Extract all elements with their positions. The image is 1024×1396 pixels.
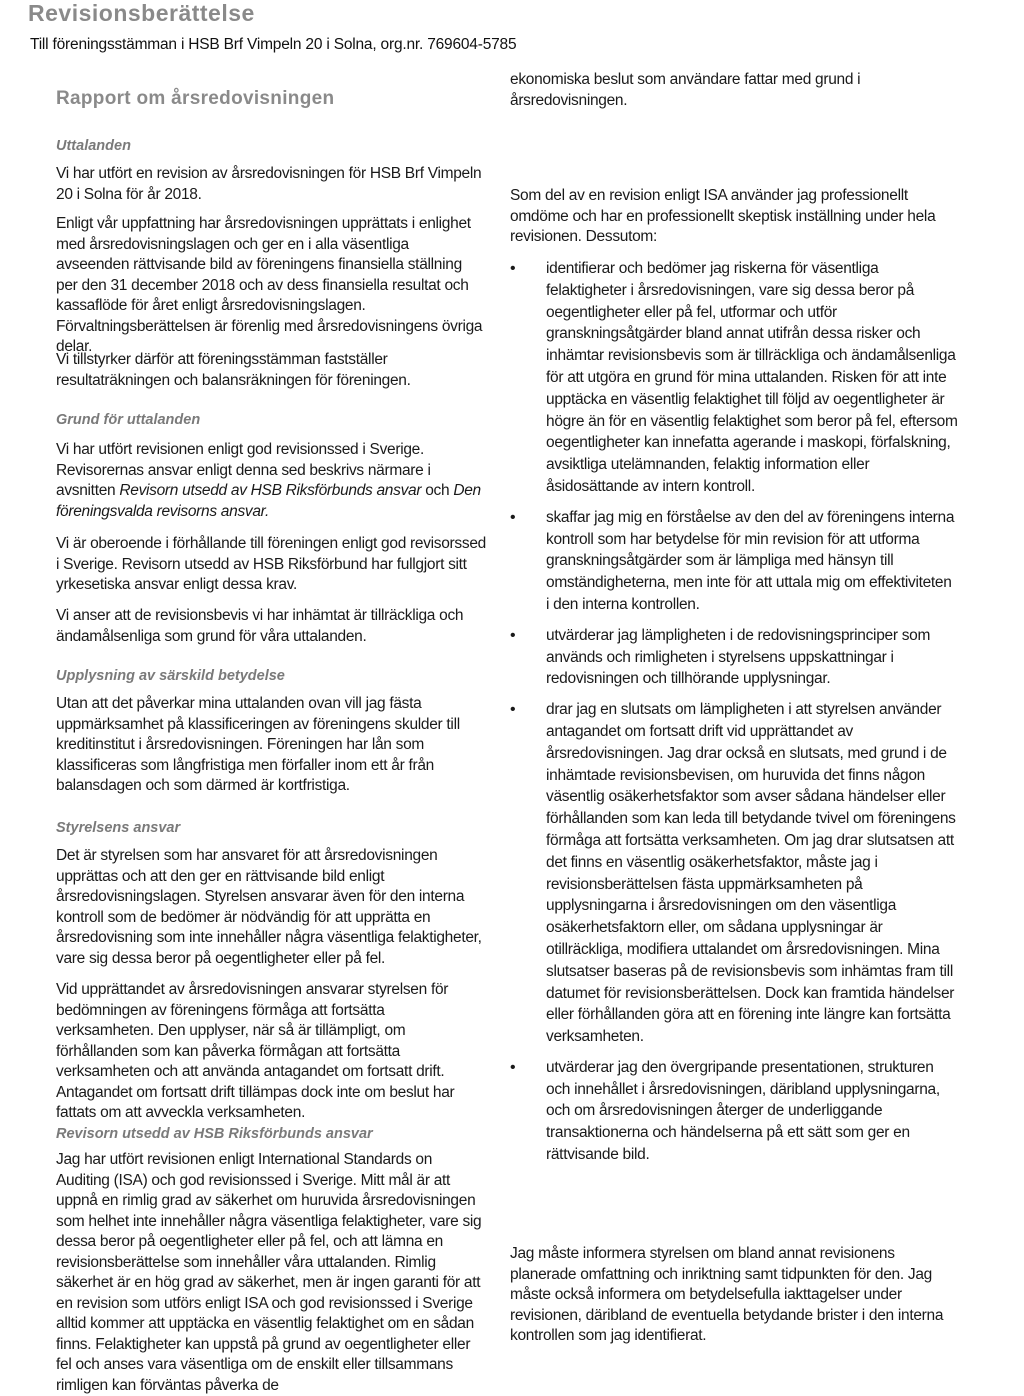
paragraph-block: [56, 846, 486, 969]
paragraph: Jag har utfört revisionen enligt International Standards on Auditing (ISA) och god revisionssed i Sverige. Mitt mål är att uppnå en rimlig grad av säkerhet om huruvida årsredovisningen som helhet inte innehåller några väsentliga felaktigheter, vare sig dessa beror på oegentligheter eller på fel, och att lämna en revisionsberättelse som innehåller våra uttalanden. Rimlig säkerhet är en hög grad av säkerhet, men är ingen garanti för att en revision som utförs enligt ISA och god revisionssed i Sverige alltid kommer att upptäcka en väsentlig felaktighet om en sådan finns. Felaktigheter kan uppstå på grund av oegentligheter eller fel och anses vara väsentliga om de enskilt eller tillsammans rimligen kan förväntas påverka de: [56, 1151, 482, 1394]
document-title: Revisionsberättelse: [28, 0, 255, 26]
bullet-item: • utvärderar jag den övergripande presentationen, strukturen och innehållet i årsredovisningen, däribland upplysningarna, och om årsredovisningen återger de underliggande transaktionerna och händelserna på ett sätt som ger en rättvisande bild.: [510, 1057, 958, 1166]
heading-grund-block: [56, 410, 486, 431]
paragraph-block: [56, 214, 486, 358]
bullet-list-block: [510, 258, 958, 1166]
document-subtitle: Till föreningsstämman i HSB Brf Vimpeln 20 i Solna, org.nr. 769604-5785: [30, 36, 517, 53]
paragraph: Vi har utfört en revision av årsredovisningen för HSB Brf Vimpeln 20 i Solna för år 2018.: [56, 165, 482, 203]
section-title: Rapport om årsredovisningen: [56, 88, 335, 109]
paragraph-block: [56, 534, 486, 596]
heading-uttalanden-block: [56, 136, 486, 157]
paragraph-block: [56, 606, 486, 647]
paragraph-block: [56, 350, 486, 391]
paragraph-block: [510, 186, 958, 248]
paragraph-block: [56, 980, 486, 1124]
heading-revisorn: Revisorn utsedd av HSB Riksförbunds ansvar: [56, 1126, 373, 1142]
paragraph: Vi är oberoende i förhållande till föreningen enligt god revisorssed i Sverige. Revisorn utsedd av HSB Riksförbund har fullgjort sitt yrkesetiska ansvar enligt dessa krav.: [56, 535, 486, 593]
text: och: [421, 482, 454, 499]
paragraph-block: [56, 1150, 486, 1396]
paragraph: Utan att det påverkar mina uttalanden ovan vill jag fästa uppmärksamhet på klassificeringen av föreningens skulder till kreditinstitut i årsredovisningen. Föreningen har lån som klassificeras som långfristiga men förfaller inom ett år från balansdagen och som därmed är kortfristiga.: [56, 695, 460, 794]
heading-upplysning-block: [56, 666, 486, 687]
paragraph-block: [56, 440, 486, 522]
heading-styrelsen-block: [56, 818, 486, 839]
bullet-list: [510, 258, 958, 1166]
paragraph-block: [56, 694, 486, 797]
paragraph: Vi tillstyrker därför att föreningsstämman fastställer resultaträkningen och balansräkningen för föreningen.: [56, 351, 411, 389]
paragraph: Som del av en revision enligt ISA använder jag professionellt omdöme och har en professionellt skeptisk inställning under hela revisionen. Dessutom:: [510, 187, 936, 245]
paragraph-block: [510, 1244, 958, 1347]
paragraph: Enligt vår uppfattning har årsredovisningen upprättats i enlighet med årsredovisningslagen och ger en i alla väsentliga avseenden rättvisande bild av föreningens finansiella ställning per den 31 december 2018 och av dess finansiella resultat och kassaflöde för året enligt årsredovisningslagen. Förvaltningsberättelsen är förenlig med årsredovisningens övriga delar.: [56, 215, 483, 355]
bullet-item: • utvärderar jag lämpligheten i de redovisningsprinciper som används och rimligheten i styrelsens uppskattningar i redovisningen och tillhörande upplysningar.: [510, 625, 958, 690]
paragraph: Vi anser att de revisionsbevis vi har inhämtat är tillräckliga och ändamålsenliga som grund för våra uttalanden.: [56, 607, 464, 645]
paragraph: Vid upprättandet av årsredovisningen ansvarar styrelsen för bedömningen av föreningens förmåga att fortsätta verksamheten. Den upplyser, när så är tillämpligt, om förhållanden som kan påverka förmågan att fortsätta verksamheten och att använda antagandet om fortsatt drift. Antagandet om fortsatt drift tillämpas dock inte om beslut har fattats om att avveckla verksamheten.: [56, 981, 455, 1121]
emphasis-text: Den föreningsvalda revisorns ansvar.: [56, 482, 481, 520]
bullet-item: • identifierar och bedömer jag riskerna för väsentliga felaktigheter i årsredovisningen, vare sig dessa beror på oegentligheter eller på fel, utformar och utför granskningsåtgärder bland annat utifrån dessa risker och inhämtar revisionsbevis som är tillräckliga och ändamålsenliga för att utgöra en grund för mina uttalanden. Risken för att inte upptäcka en väsentlig felaktighet till följd av oegentligheter är högre än för en väsentlig felaktighet som beror på fel, eftersom oegentligheter kan innefatta agerande i maskopi, förfalskning, avsiktliga utelämnanden, felaktig information eller åsidosättande av intern kontroll.: [510, 258, 958, 498]
paragraph: ekonomiska beslut som användare fattar med grund i årsredovisningen.: [510, 71, 861, 109]
paragraph-block: [56, 164, 486, 205]
paragraph-block: [510, 70, 958, 111]
heading-uttalanden: Uttalanden: [56, 138, 131, 154]
paragraph: Jag måste informera styrelsen om bland annat revisionens planerade omfattning och inriktning samt tidpunkten för den. Jag måste också informera om betydelsefulla iakttagelser under revisionen, däribland de eventuella betydande brister i den interna kontrollen som jag identifierat.: [510, 1245, 944, 1344]
paragraph: [56, 440, 486, 522]
heading-grund: Grund för uttalanden: [56, 412, 201, 428]
emphasis-text: Revisorn utsedd av HSB Riksförbunds ansvar: [119, 482, 422, 499]
heading-styrelsen: Styrelsens ansvar: [56, 820, 181, 836]
paragraph: Det är styrelsen som har ansvaret för att årsredovisningen upprättas och att den ger en rättvisande bild enligt årsredovisningslagen. Styrelsen ansvarar även för den interna kontroll som de bedömer är nödvändig för att upprätta en årsredovisning som inte innehåller några väsentliga felaktigheter, vare sig dessa beror på oegentligheter eller på fel.: [56, 847, 482, 967]
bullet-item: • skaffar jag mig en förståelse av den del av föreningens interna kontroll som har betydelse för min revision för att utforma granskningsåtgärder som är lämpliga med hänsyn till omständigheterna, men inte för att uttala mig om effektiviteten i den interna kontrollen.: [510, 507, 958, 616]
heading-revisorn-block: [56, 1124, 486, 1145]
text: Vi har utfört revisionen enligt god revisionssed i Sverige. Revisorernas ansvar enligt denna sed beskrivs närmare i avsnitten: [56, 441, 431, 499]
heading-upplysning: Upplysning av särskild betydelse: [56, 668, 285, 684]
bullet-item: • drar jag en slutsats om lämpligheten i att styrelsen använder antagandet om fortsatt drift vid upprättandet av årsredovisningen. Jag drar också en slutsats, med grund i de inhämtade revisionsbevisen, om huruvida det finns någon väsentlig osäkerhetsfaktor som avser sådana händelser eller förhållanden som kan leda till betydande tvivel om föreningens förmåga att fortsätta verksamheten. Om jag drar slutsatsen att det finns en väsentlig osäkerhetsfaktor, måste jag i revisionsberättelsen fästa uppmärksamheten på upplysningarna i årsredovisningen om den väsentliga osäkerhetsfaktorn eller, om sådana upplysningar är otillräckliga, modifiera uttalandet om årsredovisningen. Mina slutsatser baseras på de revisionsbevis som inhämtas fram till datumet för revisionsberättelsen. Dock kan framtida händelser eller förhållanden göra att en förening inte längre kan fortsätta verksamheten.: [510, 699, 958, 1048]
